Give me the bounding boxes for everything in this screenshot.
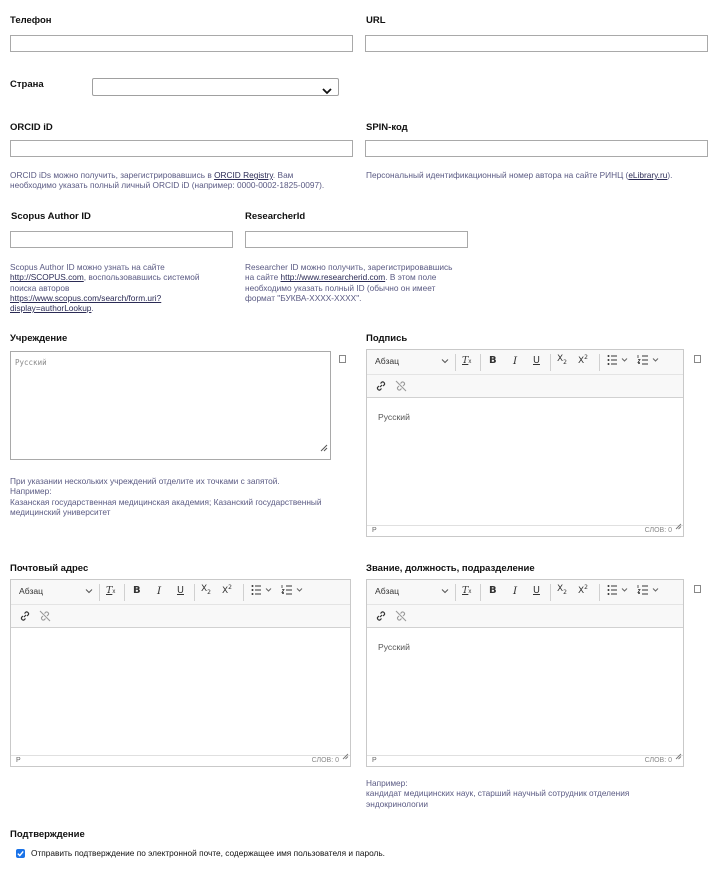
orcid-help: ORCID iDs можно получить, зарегистрировавшись в ORCID Registry. Вам необходимо указать полный личный ORCID iD (например: 0000-0002-1825-0097). <box>10 170 325 191</box>
resize-grip-icon[interactable] <box>675 747 682 765</box>
signature-editor[interactable] <box>366 349 684 537</box>
url-label: URL <box>366 15 386 26</box>
word-count: СЛОВ: 0 <box>311 757 339 764</box>
institution-help: При указании нескольких учреждений отделите их точками с запятой. Например: Казанская государственная медицинская академия; Казанский государственный медицинский университет <box>10 476 322 517</box>
checkmark-icon <box>17 850 24 857</box>
underline-icon[interactable]: U <box>533 585 540 596</box>
postal-label: Почтовый адрес <box>10 563 89 574</box>
scopus-label: Scopus Author ID <box>11 211 91 222</box>
bulleted-list-icon[interactable] <box>607 584 629 599</box>
link-icon[interactable] <box>19 610 31 625</box>
scopus-search-link-cont[interactable]: display=authorLookup <box>10 303 92 314</box>
scopus-link[interactable]: http://SCOPUS.com <box>10 272 84 283</box>
spin-help: Персональный идентификационный номер автора на сайте РИНЦ (eLibrary.ru). <box>366 170 673 180</box>
format-dropdown[interactable]: Абзац <box>375 356 449 370</box>
underline-icon[interactable]: U <box>177 585 184 596</box>
link-icon[interactable] <box>375 380 387 395</box>
numbered-list-icon[interactable] <box>281 584 307 599</box>
signature-language-toggle[interactable] <box>694 355 701 363</box>
superscript-icon[interactable]: $X^2$ <box>222 584 232 596</box>
superscript-icon[interactable]: $X^2$ <box>578 354 588 366</box>
orcid-input[interactable] <box>10 140 353 157</box>
researcherid-input[interactable] <box>245 231 468 248</box>
elibrary-link[interactable]: eLibrary.ru <box>628 170 668 180</box>
confirmation-label: Подтверждение <box>10 829 85 840</box>
editor-statusbar <box>367 755 683 766</box>
country-label: Страна <box>10 79 44 90</box>
scopus-search-link[interactable]: https://www.scopus.com/search/form.uri? <box>10 292 162 303</box>
resize-grip-icon[interactable] <box>320 439 328 457</box>
numbered-list-icon[interactable] <box>637 354 663 369</box>
italic-icon[interactable]: I <box>157 585 162 597</box>
underline-icon[interactable]: U <box>533 355 540 366</box>
editor-toolbar <box>367 580 683 628</box>
element-path[interactable]: P <box>372 757 377 764</box>
editor-toolbar <box>367 350 683 398</box>
subscript-icon[interactable]: $X_2$ <box>201 584 211 596</box>
editor-statusbar <box>11 755 350 766</box>
editor-toolbar <box>11 580 350 628</box>
element-path[interactable]: P <box>372 527 377 534</box>
title-position-label: Звание, должность, подразделение <box>366 563 535 574</box>
clear-format-icon[interactable]: Tx <box>462 585 472 596</box>
orcid-registry-link[interactable]: ORCID Registry <box>214 170 273 180</box>
scopus-input[interactable] <box>10 231 233 248</box>
subscript-icon[interactable]: $X_2$ <box>557 584 567 596</box>
signature-label: Подпись <box>366 333 408 344</box>
postal-editor[interactable] <box>10 579 351 767</box>
researcherid-help: Researcher ID можно получить, зарегистрировавшись на сайте http://www.researcherid.com. В этом поле необходимо указать полный ID (обычно он имеет формат "БУКВА-XXXX-XXXX". <box>245 262 453 303</box>
institution-label: Учреждение <box>10 333 68 344</box>
italic-icon[interactable]: I <box>513 355 518 367</box>
bulleted-list-icon[interactable] <box>251 584 273 599</box>
resize-grip-icon[interactable] <box>675 517 682 535</box>
researcherid-link[interactable]: http://www.researcherid.com <box>280 272 386 283</box>
bold-icon[interactable]: B <box>133 585 141 596</box>
title-position-placeholder: Русский <box>378 642 410 652</box>
unlink-icon[interactable] <box>395 380 407 395</box>
subscript-icon[interactable]: $X_2$ <box>557 354 567 366</box>
phone-input[interactable] <box>10 35 353 52</box>
word-count: СЛОВ: 0 <box>644 757 672 764</box>
chevron-down-icon <box>441 357 449 367</box>
scopus-help: Scopus Author ID можно узнать на сайте http://SCOPUS.com, воспользовавшись системой поиска авторов https://www.scopus.com/search/form.uri? display=authorLookup. <box>10 262 200 314</box>
link-icon[interactable] <box>375 610 387 625</box>
institution-placeholder: Русский <box>15 358 47 367</box>
numbered-list-icon[interactable] <box>637 584 663 599</box>
element-path[interactable]: P <box>16 757 21 764</box>
bold-icon[interactable]: B <box>489 355 497 366</box>
format-dropdown[interactable]: Абзац <box>375 586 449 600</box>
title-position-help: Например: кандидат медицинских наук, старший научный сотрудник отделения эндокринологии <box>366 778 630 809</box>
format-dropdown[interactable]: Абзац <box>19 586 93 600</box>
spin-input[interactable] <box>365 140 708 157</box>
signature-placeholder: Русский <box>378 412 410 422</box>
unlink-icon[interactable] <box>395 610 407 625</box>
italic-icon[interactable]: I <box>513 585 518 597</box>
word-count: СЛОВ: 0 <box>644 527 672 534</box>
chevron-down-icon <box>85 587 93 597</box>
chevron-down-icon <box>322 82 332 100</box>
clear-format-icon[interactable]: Tx <box>462 355 472 366</box>
send-confirmation-checkbox[interactable] <box>16 849 25 858</box>
unlink-icon[interactable] <box>39 610 51 625</box>
phone-label: Телефон <box>10 15 52 26</box>
country-select[interactable] <box>92 78 339 96</box>
title-position-editor[interactable] <box>366 579 684 767</box>
send-confirmation-label[interactable]: Отправить подтверждение по электронной почте, содержащее имя пользователя и пароль. <box>31 848 385 858</box>
institution-language-toggle[interactable] <box>339 355 346 363</box>
orcid-label: ORCID iD <box>10 122 53 133</box>
spin-label: SPIN-код <box>366 122 408 133</box>
researcherid-label: ResearcherId <box>245 211 306 222</box>
editor-statusbar <box>367 525 683 536</box>
bold-icon[interactable]: B <box>489 585 497 596</box>
url-input[interactable] <box>365 35 708 52</box>
chevron-down-icon <box>441 587 449 597</box>
clear-format-icon[interactable]: Tx <box>106 585 116 596</box>
superscript-icon[interactable]: $X^2$ <box>578 584 588 596</box>
resize-grip-icon[interactable] <box>342 747 349 765</box>
institution-textarea[interactable] <box>10 351 331 460</box>
bulleted-list-icon[interactable] <box>607 354 629 369</box>
title-position-language-toggle[interactable] <box>694 585 701 593</box>
